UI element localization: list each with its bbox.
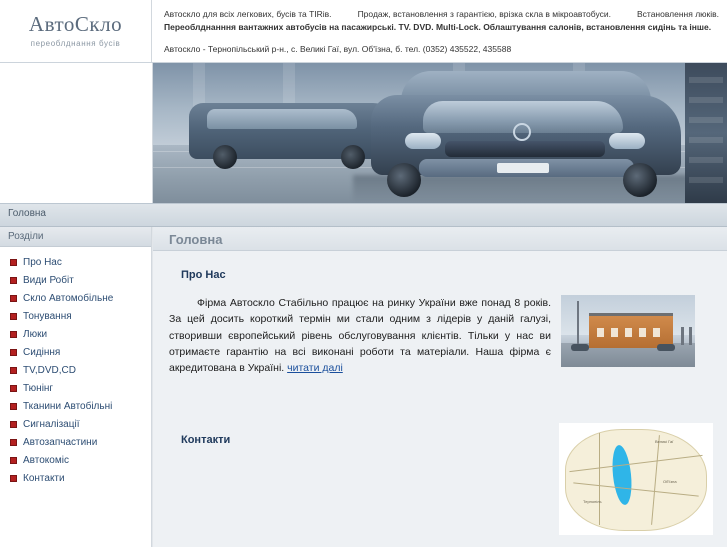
sidebar-item-avtozapchastyny[interactable] <box>0 433 151 451</box>
sidebar-item-pro-nas[interactable] <box>0 253 151 271</box>
sidebar-item-tiuninh[interactable] <box>0 379 151 397</box>
header-line-1-part-1: Автоскло для всіх легкових, бусів та TIRів. <box>164 9 332 19</box>
header-line-1-part-3: Встановлення люків. <box>636 9 720 19</box>
bullet-icon <box>10 475 17 482</box>
about-paragraph <box>169 295 551 376</box>
sidebar-item-label: Тюнінг <box>23 382 54 394</box>
sidebar-item-label: TV,DVD,CD <box>23 364 76 376</box>
logo-title: АвтоСкло <box>28 12 123 36</box>
sidebar-item-kontakty[interactable] <box>0 469 151 487</box>
map-label: Об'їзна <box>663 479 677 484</box>
sidebar-item-syhnalizatsii[interactable] <box>0 415 151 433</box>
bullet-icon <box>10 331 17 338</box>
read-more-link[interactable]: читати далі <box>287 362 343 375</box>
sidebar-item-avtokomis[interactable] <box>0 451 151 469</box>
main-panel <box>152 227 727 547</box>
main-content <box>153 251 727 547</box>
site-header <box>0 0 727 63</box>
sidebar-item-label: Автозапчастини <box>23 436 98 448</box>
header-line-1-part-2: Продаж, встановлення з гарантією, врізка скла в мікроавтобуси. <box>357 9 611 19</box>
bullet-icon <box>10 295 17 302</box>
map-label: Тернопіль <box>583 499 602 504</box>
header-description <box>152 0 727 62</box>
sidebar-item-label: Автокоміс <box>23 454 69 466</box>
van-front-image <box>361 71 691 197</box>
sidebar-title: Розділи <box>0 227 151 247</box>
bullet-icon <box>10 385 17 392</box>
mercedes-star-icon <box>513 123 531 141</box>
nav-item-home[interactable]: Головна <box>8 208 46 219</box>
sidebar-item-label: Сидіння <box>23 346 61 358</box>
banner-right-panel <box>685 63 727 203</box>
bullet-icon <box>10 403 17 410</box>
sidebar-item-sklo-avtomobilne[interactable] <box>0 289 151 307</box>
bullet-icon <box>10 457 17 464</box>
content-area <box>0 227 727 547</box>
bullet-icon <box>10 367 17 374</box>
sidebar-item-label: Сигналізації <box>23 418 80 430</box>
bullet-icon <box>10 439 17 446</box>
office-photo <box>561 295 695 367</box>
sidebar-item-label: Скло Автомобільне <box>23 292 114 304</box>
header-address: Автоскло - Тернопільський р-н., с. Великі Гаї, вул. Об'їзна, б. тел. (0352) 435522, 435588 <box>164 43 512 54</box>
about-body-text: Фірма Автоскло Стабільно працює на ринку України вже понад 8 років. За цей досить короткий термін ми стали одним з лідерів у даній галузі, створивши європейський рівень обслуговування клієнтів. Тільки у нас ви отримаєте гарантію на всі виконані роботи та матеріали. Наша фірма є акредитована в Україні. <box>169 297 551 375</box>
about-section <box>169 295 713 376</box>
sidebar <box>0 227 152 547</box>
page-title: Головна <box>153 227 727 251</box>
license-plate <box>497 163 549 173</box>
bullet-icon <box>10 349 17 356</box>
sidebar-item-liuky[interactable] <box>0 325 151 343</box>
about-heading: Про Нас <box>181 269 226 281</box>
sidebar-item-tv-dvd-cd[interactable] <box>0 361 151 379</box>
sidebar-item-label: Види Робіт <box>23 274 74 286</box>
top-navigation <box>0 203 727 227</box>
contacts-heading: Контакти <box>181 434 231 447</box>
sidebar-menu <box>0 253 151 487</box>
header-line-1 <box>164 8 719 21</box>
site-logo[interactable] <box>0 0 152 62</box>
bullet-icon <box>10 259 17 266</box>
location-map[interactable] <box>559 423 713 535</box>
banner-left-spacer <box>0 63 153 203</box>
sidebar-item-sydinnia[interactable] <box>0 343 151 361</box>
sidebar-item-label: Тканини Автобільні <box>23 400 113 412</box>
map-label: Великі Гаї <box>655 439 674 444</box>
sidebar-item-label: Про Нас <box>23 256 62 268</box>
sidebar-item-tonuvannia[interactable] <box>0 307 151 325</box>
bullet-icon <box>10 313 17 320</box>
sidebar-item-label: Люки <box>23 328 48 340</box>
sidebar-item-label: Тонування <box>23 310 72 322</box>
sidebar-item-tkanyny-avtobilni[interactable] <box>0 397 151 415</box>
bullet-icon <box>10 421 17 428</box>
bullet-icon <box>10 277 17 284</box>
hero-banner <box>0 63 727 203</box>
header-line-2: Переоблднанння вантажних автобусів на пасажирські. TV. DVD. Multi-Lock. Облаштування салонів, встановлення сидінь та інше. <box>164 21 712 32</box>
logo-subtitle: переоблднання бусів <box>30 39 121 48</box>
banner-image-vans <box>153 63 727 203</box>
sidebar-item-vydy-robit[interactable] <box>0 271 151 289</box>
sidebar-item-label: Контакти <box>23 472 65 484</box>
